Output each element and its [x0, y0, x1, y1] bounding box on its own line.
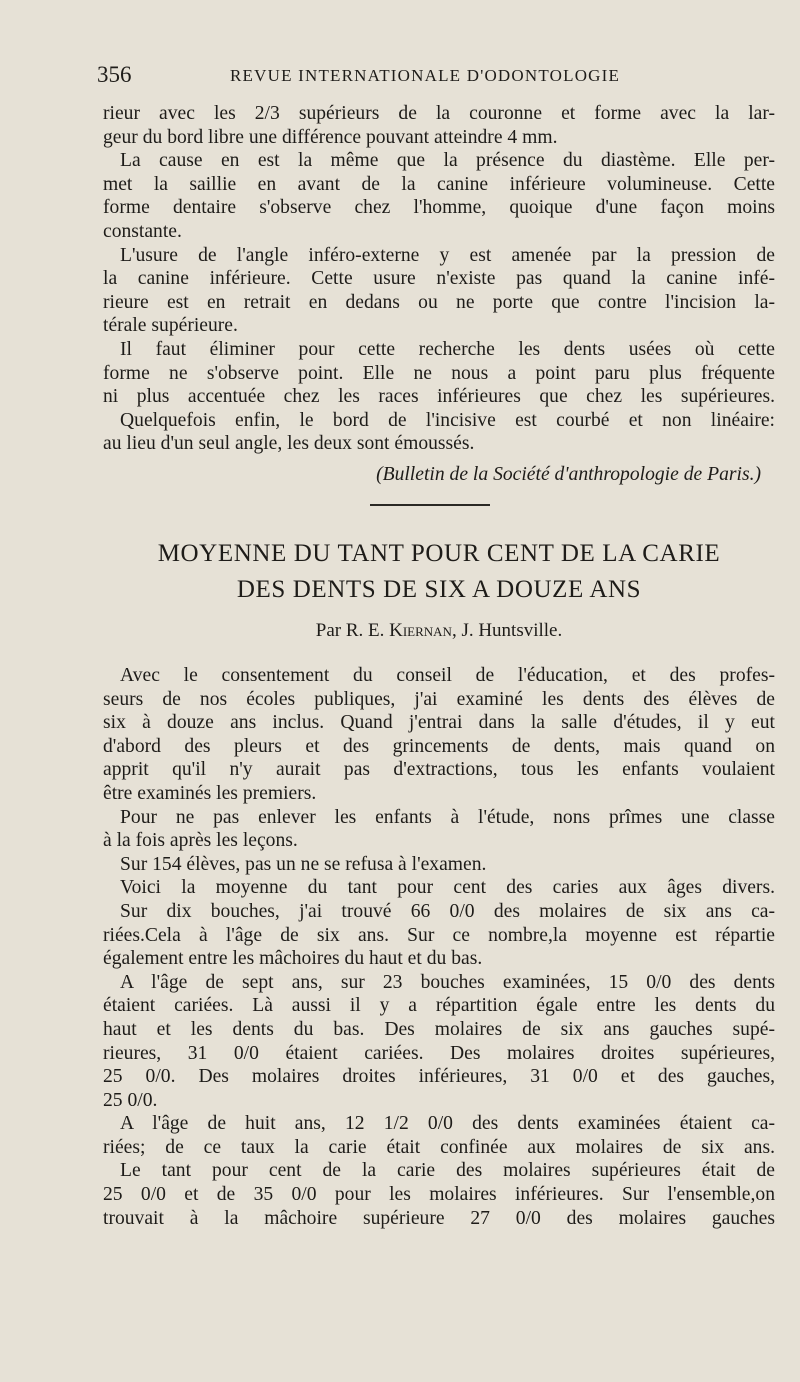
text-line: ni plus accentuée chez les races inférieures que chez les supérieures.	[103, 386, 775, 408]
text-line: Avec le consentement du conseil de l'éducation, et des profes-	[120, 665, 775, 686]
byline-prefix: Par R. E.	[315, 620, 385, 641]
byline-place: , J. Huntsville.	[451, 620, 563, 641]
article-title-line-1: MOYENNE DU TANT POUR CENT DE LA CARIE	[157, 540, 721, 567]
article-body	[103, 664, 775, 1230]
text-line: apprit qu'il n'y aurait pas d'extractions, tous les enfants voulaient	[103, 759, 775, 781]
article-paragraphs	[103, 664, 775, 1230]
journal-title: REVUE INTERNATIONALE D'ODONTOLOGIE	[230, 66, 621, 85]
text-line: riées; de ce taux la carie était confinée aux molaires de six ans.	[103, 1136, 775, 1158]
continued-paragraphs	[103, 102, 775, 456]
text-line: trouvait à la mâchoire supérieure 27 0/0 des molaires gauches	[103, 1207, 775, 1229]
text-line: étaient cariées. Là aussi il y a répartition égale entre les dents du	[103, 995, 775, 1017]
text-line: haut et les dents du bas. Des molaires de six ans gauches supé-	[103, 1018, 775, 1040]
text-line: Il faut éliminer pour cette recherche les dents usées où cette	[120, 338, 775, 360]
running-head	[97, 62, 787, 94]
continued-text	[103, 102, 775, 487]
byline-author: Kiernan	[389, 620, 452, 641]
text-line: forme dentaire s'observe chez l'homme, quoique d'une façon moins	[103, 197, 775, 219]
text-line: à la fois après les leçons.	[103, 830, 298, 852]
text-line: également entre les mâchoires du haut et du bas.	[103, 948, 483, 970]
text-line: au lieu d'un seul angle, les deux sont émoussés.	[103, 433, 475, 455]
text-line: 25 0/0 et de 35 0/0 pour les molaires inférieures. Sur l'ensemble,on	[103, 1184, 775, 1206]
text-line: riées.Cela à l'âge de six ans. Sur ce nombre,la moyenne est répartie	[103, 924, 775, 946]
article-title-line-2: DES DENTS DE SIX A DOUZE ANS	[236, 576, 642, 603]
text-line: Sur dix bouches, j'ai trouvé 66 0/0 des molaires de six ans ca-	[120, 900, 775, 922]
text-line: rieures, 31 0/0 étaient cariées. Des molaires droites supérieures,	[103, 1042, 775, 1064]
text-line: Le tant pour cent de la carie des molaires supérieures était de	[120, 1160, 775, 1182]
text-line: Quelquefois enfin, le bord de l'incisive est courbé et non linéaire:	[120, 409, 775, 431]
text-line: constante.	[103, 220, 182, 242]
text-line: seurs de nos écoles publiques, j'ai examiné les dents des élèves de	[103, 688, 775, 710]
text-line: 25 0/0. Des molaires droites inférieures, 31 0/0 et des gauches,	[103, 1066, 775, 1088]
text-line: rieur avec les 2/3 supérieurs de la couronne et forme avec la lar-	[103, 103, 775, 124]
text-line: d'abord des pleurs et des grincements de dents, mais quand on	[103, 735, 775, 757]
text-line: six à douze ans inclus. Quand j'entrai dans la salle d'études, il y eut	[103, 712, 775, 734]
text-line: Voici la moyenne du tant pour cent des caries aux âges divers.	[120, 877, 775, 899]
text-line: forme ne s'observe point. Elle ne nous a point paru plus fréquente	[103, 362, 775, 384]
text-line: la canine inférieure. Cette usure n'existe pas quand la canine infé-	[103, 268, 775, 290]
text-line: L'usure de l'angle inféro-externe y est amenée par la pression de	[120, 244, 775, 266]
text-line: met la saillie en avant de la canine inférieure volumineuse. Cette	[103, 173, 775, 195]
text-line: térale supérieure.	[103, 315, 238, 337]
text-line: Pour ne pas enlever les enfants à l'étude, nons prîmes une classe	[120, 806, 775, 828]
section-divider	[370, 504, 490, 506]
text-line: 25 0/0.	[103, 1089, 158, 1111]
page-number: 356	[97, 62, 132, 87]
byline	[103, 620, 775, 642]
text-line: A l'âge de huit ans, 12 1/2 0/0 des dents examinées étaient ca-	[120, 1113, 775, 1135]
text-line: geur du bord libre une différence pouvant atteindre 4 mm.	[103, 126, 558, 148]
text-line: A l'âge de sept ans, sur 23 bouches examinées, 15 0/0 des dents	[120, 971, 775, 993]
text-line: être examinés les premiers.	[103, 782, 317, 804]
text-line: Sur 154 élèves, pas un ne se refusa à l'examen.	[120, 853, 487, 875]
text-line: rieure est en retrait en dedans ou ne porte que contre l'incision la-	[103, 291, 775, 313]
text-line: La cause en est la même que la présence du diastème. Elle per-	[120, 150, 775, 172]
citation: (Bulletin de la Société d'anthropologie de Paris.)	[376, 463, 761, 485]
